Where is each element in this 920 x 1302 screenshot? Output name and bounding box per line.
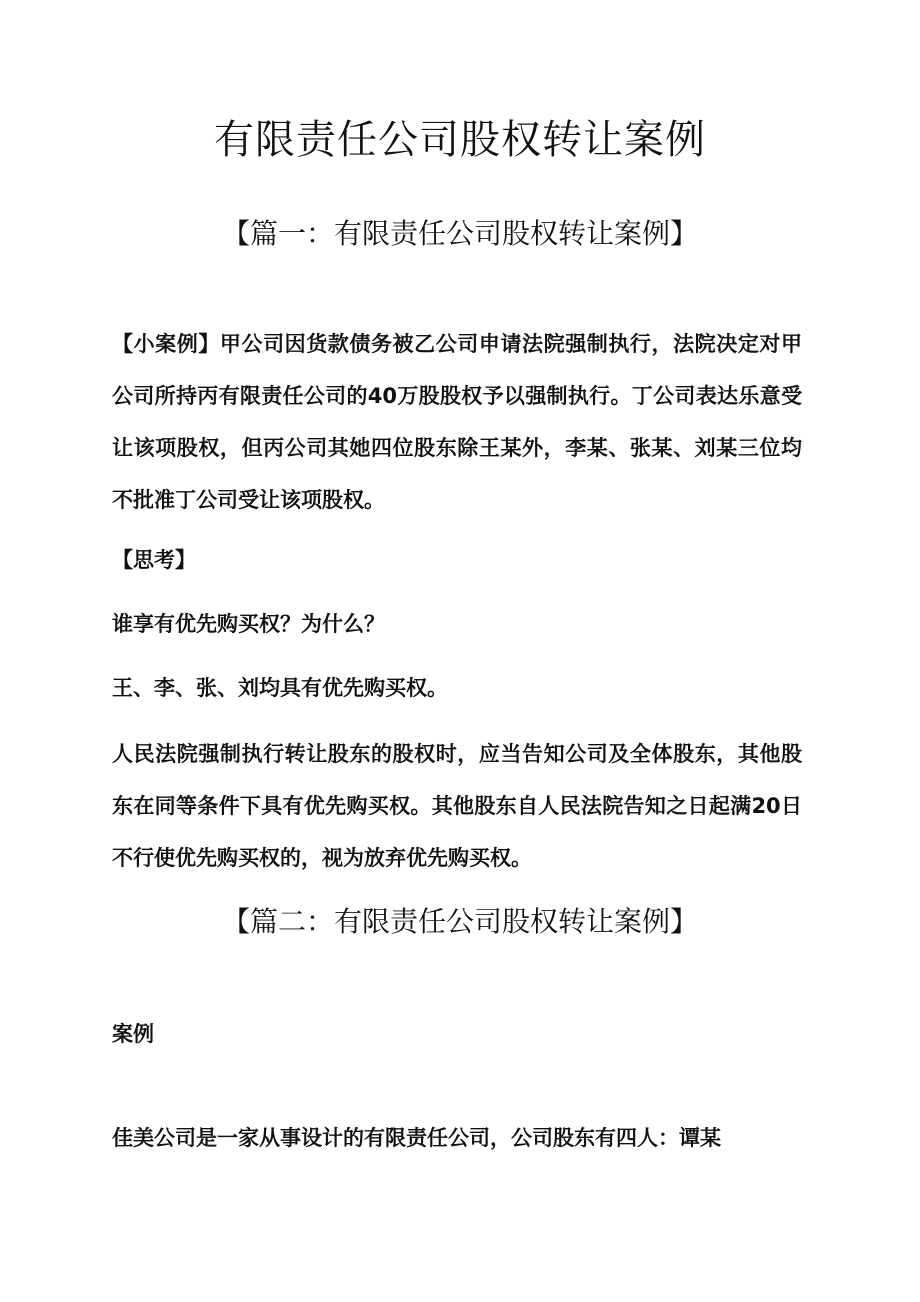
- think-label: 【思考】: [112, 548, 196, 572]
- answer-text: 王、李、张、刘均具有优先购买权。: [112, 676, 448, 700]
- section-heading-1: 【篇一：有限责任公司股权转让案例】: [221, 217, 698, 250]
- jiamei-paragraph: 佳美公司是一家从事设计的有限责任公司，公司股东有四人：谭某: [112, 1126, 721, 1150]
- case-label: 案例: [112, 1022, 154, 1046]
- case-paragraph: 【小案例】甲公司因货款债务被乙公司申请法院强制执行，法院决定对甲公司所持丙有限责任公司的40万股股权予以强制执行。丁公司表达乐意受让该项股权，但丙公司其她四位股东除王某外，李某、张某、刘某三位均不批准丁公司受让该项股权。: [112, 332, 802, 512]
- document-title: 有限责任公司股权转让案例: [214, 117, 706, 163]
- question-text: 谁享有优先购买权？为什么？: [112, 612, 385, 636]
- law-paragraph: 人民法院强制执行转让股东的股权时，应当告知公司及全体股东，其他股东在同等条件下具有优先购买权。其他股东自人民法院告知之日起满20日不行使优先购买权的，视为放弃优先购买权。: [112, 742, 802, 870]
- section-heading-2: 【篇二：有限责任公司股权转让案例】: [221, 905, 698, 938]
